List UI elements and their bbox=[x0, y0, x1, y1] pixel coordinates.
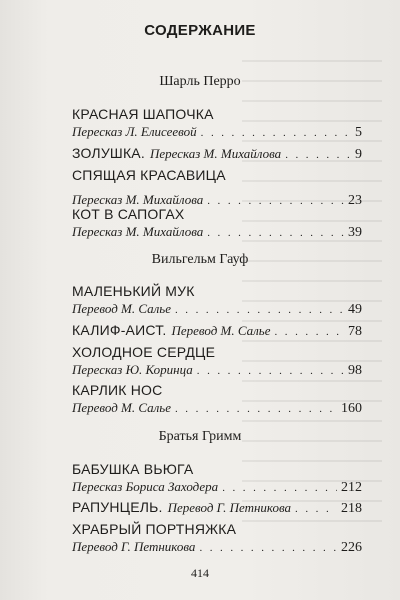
toc-entry bbox=[72, 145, 362, 164]
leader-dots bbox=[201, 125, 351, 142]
section-author: Шарль Перро bbox=[159, 74, 241, 89]
entry-line bbox=[72, 322, 362, 341]
entry-line bbox=[72, 499, 362, 518]
entry-title: ХРАБРЫЙ ПОРТНЯЖКА bbox=[72, 521, 237, 537]
toc-entry bbox=[72, 521, 362, 557]
entry-line bbox=[72, 223, 362, 242]
toc-entry bbox=[72, 499, 362, 518]
toc-entry bbox=[72, 344, 362, 380]
leader-dots bbox=[222, 480, 337, 497]
entry-line bbox=[72, 300, 362, 319]
entry-title: КРАСНАЯ ШАПОЧКА bbox=[72, 106, 214, 122]
entry-line bbox=[72, 361, 362, 380]
entry-translator: Перевод М. Салье bbox=[72, 301, 171, 316]
entry-page-number: 49 bbox=[348, 302, 362, 317]
leader-dots bbox=[285, 147, 351, 164]
entry-page-number: 39 bbox=[348, 225, 362, 240]
leader-dots bbox=[207, 225, 344, 242]
entry-title: БАБУШКА ВЬЮГА bbox=[72, 461, 194, 477]
toc-entry bbox=[72, 206, 362, 242]
entry-page-number: 98 bbox=[348, 363, 362, 378]
entry-title: КАРЛИК НОС bbox=[72, 382, 163, 398]
entry-page-number: 226 bbox=[341, 540, 362, 555]
entry-line bbox=[72, 123, 362, 142]
entry-title: МАЛЕНЬКИЙ МУК bbox=[72, 283, 195, 299]
entry-translator: Перевод М. Салье bbox=[72, 400, 171, 415]
entry-title: КОТ В САПОГАХ bbox=[72, 206, 185, 222]
entry-translator: Пересказ Л. Елисеевой bbox=[72, 124, 197, 139]
entry-title: ЗОЛУШКА. bbox=[72, 145, 145, 161]
entry-page-number: 160 bbox=[341, 401, 362, 416]
entry-translator: Пересказ М. Михайлова bbox=[72, 192, 204, 207]
leader-dots bbox=[175, 401, 337, 418]
entry-page-number: 23 bbox=[348, 193, 362, 208]
entry-translator: Перевод Г. Петникова bbox=[167, 500, 292, 515]
toc-entry bbox=[72, 167, 362, 210]
section-author: Братья Гримм bbox=[158, 429, 242, 444]
leader-dots bbox=[295, 501, 337, 518]
entry-line bbox=[72, 399, 362, 418]
toc-entry bbox=[72, 106, 362, 142]
entry-page-number: 5 bbox=[355, 125, 362, 140]
entry-page-number: 212 bbox=[341, 480, 362, 495]
entry-translator: Пересказ М. Михайлова bbox=[149, 146, 282, 161]
entry-title: СПЯЩАЯ КРАСАВИЦА bbox=[72, 167, 226, 183]
entry-title: РАПУНЦЕЛЬ. bbox=[72, 499, 163, 515]
toc-entry bbox=[72, 382, 362, 418]
page-number: 414 bbox=[191, 566, 209, 580]
entry-translator: Перевод Г. Петникова bbox=[72, 539, 196, 554]
entry-line bbox=[72, 145, 362, 164]
entry-page-number: 78 bbox=[348, 324, 362, 339]
toc-entry bbox=[72, 322, 362, 341]
entry-translator: Перевод М. Салье bbox=[171, 323, 271, 338]
entry-translator: Пересказ Ю. Коринца bbox=[72, 362, 193, 377]
entry-page-number: 9 bbox=[355, 147, 362, 162]
leader-dots bbox=[175, 302, 344, 319]
leader-dots bbox=[275, 324, 345, 341]
entry-page-number: 218 bbox=[341, 501, 362, 516]
leader-dots bbox=[197, 363, 344, 380]
entry-line bbox=[72, 478, 362, 497]
contents-heading: СОДЕРЖАНИЕ bbox=[144, 22, 256, 39]
section-author: Вильгельм Гауф bbox=[151, 252, 249, 267]
toc-entry bbox=[72, 283, 362, 319]
entry-title: КАЛИФ-АИСТ. bbox=[72, 322, 167, 338]
leader-dots bbox=[199, 540, 337, 557]
entry-translator: Пересказ Бориса Заходера bbox=[72, 479, 219, 494]
entry-line bbox=[72, 538, 362, 557]
entry-translator: Пересказ М. Михайлова bbox=[72, 224, 204, 239]
toc-entry bbox=[72, 461, 362, 497]
entry-title: ХОЛОДНОЕ СЕРДЦЕ bbox=[72, 344, 216, 360]
